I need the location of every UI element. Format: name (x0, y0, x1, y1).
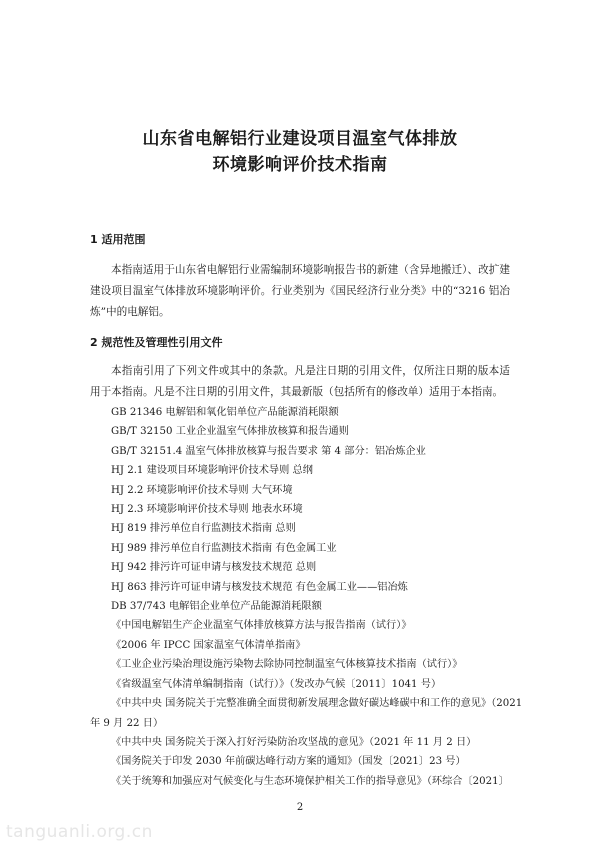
reference-item: 《中国电解铝生产企业温室气体排放核算方法与报告指南（试行）》 (111, 620, 412, 632)
reference-item: HJ 942 排污许可证申请与核发技术规范 总则 (111, 562, 317, 574)
reference-item: 《中共中央 国务院关于深入打好污染防治攻坚战的意见》（2021 年 11 月 2 日） (111, 736, 477, 748)
reference-item: HJ 989 排污单位自行监测技术指南 有色金属工业 (111, 542, 337, 554)
reference-item: DB 37/743 电解铝企业单位产品能源消耗限额 (111, 601, 322, 613)
reference-list (90, 403, 530, 791)
reference-item: 《省级温室气体清单编制指南（试行）》（发改办气候〔2011〕1041 号） (111, 678, 442, 690)
document-title-line-2: 环境影响评价技术指南 (212, 155, 388, 175)
page-number: 2 (296, 802, 304, 813)
section-2-paragraph: 本指南引用了下列文件或其中的条款。凡是注日期的引用文件，仅所注日期的版本适用于本指南。凡是不注日期的引用文件，其最新版（包括所有的修改单）适用于本指南。 (90, 365, 510, 398)
section-1-paragraph: 本指南适用于山东省电解铝行业需编制环境影响报告书的新建（含异地搬迁）、改扩建建设项目温室气体排放环境影响评价。行业类别为《国民经济行业分类》中的“3216 铝冶炼”中的电解铝。 (90, 264, 510, 318)
section-2-heading: 2 规范性及管理性引用文件 (90, 336, 223, 349)
reference-item: HJ 863 排污许可证申请与核发技术规范 有色金属工业——铝冶炼 (111, 581, 408, 593)
reference-item: GB/T 32151.4 温室气体排放核算与报告要求 第 4 部分：铝冶炼企业 (111, 445, 426, 457)
watermark: tanguanli.org.cn (6, 822, 153, 842)
reference-item: 《中共中央 国务院关于完整准确全面贯彻新发展理念做好碳达峰碳中和工作的意见》（2021 年 9 月 22 日） (90, 698, 523, 729)
section-1-heading: 1 适用范围 (90, 233, 146, 246)
reference-item: HJ 819 排污单位自行监测技术指南 总则 (111, 523, 296, 535)
reference-item: 《国务院关于印发 2030 年前碳达峰行动方案的通知》（国发〔2021〕23 号） (111, 756, 466, 768)
reference-item: HJ 2.3 环境影响评价技术导则 地表水环境 (111, 504, 303, 516)
document-title-line-1: 山东省电解铝行业建设项目温室气体排放 (142, 129, 458, 149)
reference-item: GB 21346 电解铝和氧化铝单位产品能源消耗限额 (111, 407, 339, 418)
reference-item: HJ 2.2 环境影响评价技术导则 大气环境 (111, 484, 293, 496)
reference-item: 《工业企业污染治理设施污染物去除协同控制温室气体核算技术指南（试行）》 (111, 659, 463, 671)
reference-item: HJ 2.1 建设项目环境影响评价技术导则 总纲 (111, 465, 313, 477)
reference-item: GB/T 32150 工业企业温室气体排放核算和报告通则 (111, 426, 349, 438)
reference-item: 《2006 年 IPCC 国家温室气体清单指南》 (111, 639, 306, 651)
reference-item: 《关于统筹和加强应对气候变化与生态环境保护相关工作的指导意见》（环综合〔2021〕 (111, 775, 509, 787)
